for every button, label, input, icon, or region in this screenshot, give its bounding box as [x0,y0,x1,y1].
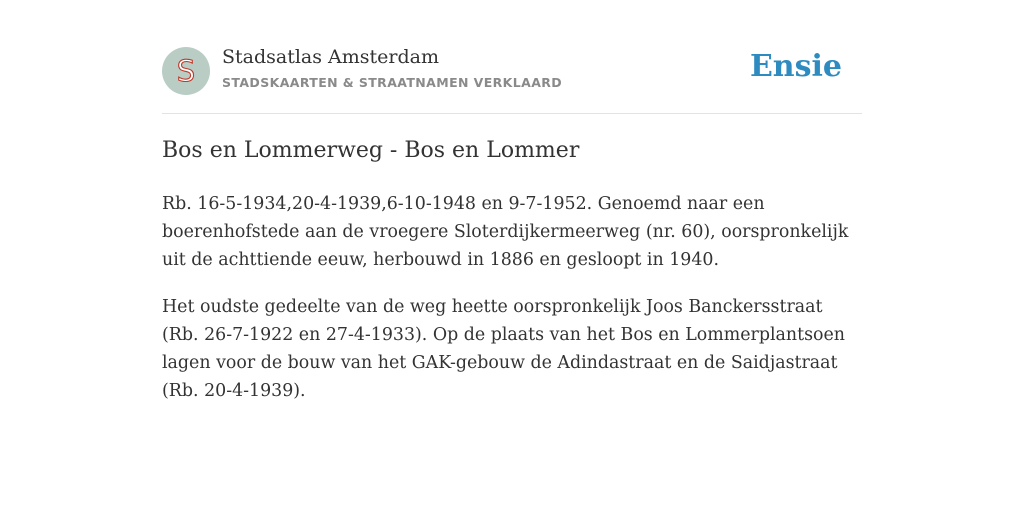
site-title-link[interactable]: Stadsatlas Amsterdam [222,46,440,68]
header [162,0,862,114]
article-paragraph: Rb. 16-5-1934,20-4-1939,6-10-1948 en 9-7-1952. Genoemd naar een boerenhofstede aan de vroegere Sloterdijkermeerweg (nr. 60), oorspronkelijk uit de achttiende eeuw, herbouwd in 1886 en gesloopt in 1940. [162,194,849,270]
article-body [162,190,862,424]
avatar[interactable] [162,47,210,95]
site-subtitle: STADSKAARTEN & STRAATNAMEN VERKLAARD [222,75,563,90]
article-paragraph: Het oudste gedeelte van de weg heette oorspronkelijk Joos Banckersstraat (Rb. 26-7-1922 en 27-4-1933). Op de plaats van het Bos en Lommerplantsoen lagen voor de bouw van het GAK-gebouw de Adindastraat en de Saidjastraat (Rb. 20-4-1939). [162,297,845,401]
page-container [162,0,862,401]
brand-logo-link[interactable]: Ensie [749,49,842,84]
avatar-letter: S [176,54,196,88]
page-title: Bos en Lommerweg - Bos en Lommer [162,138,580,163]
